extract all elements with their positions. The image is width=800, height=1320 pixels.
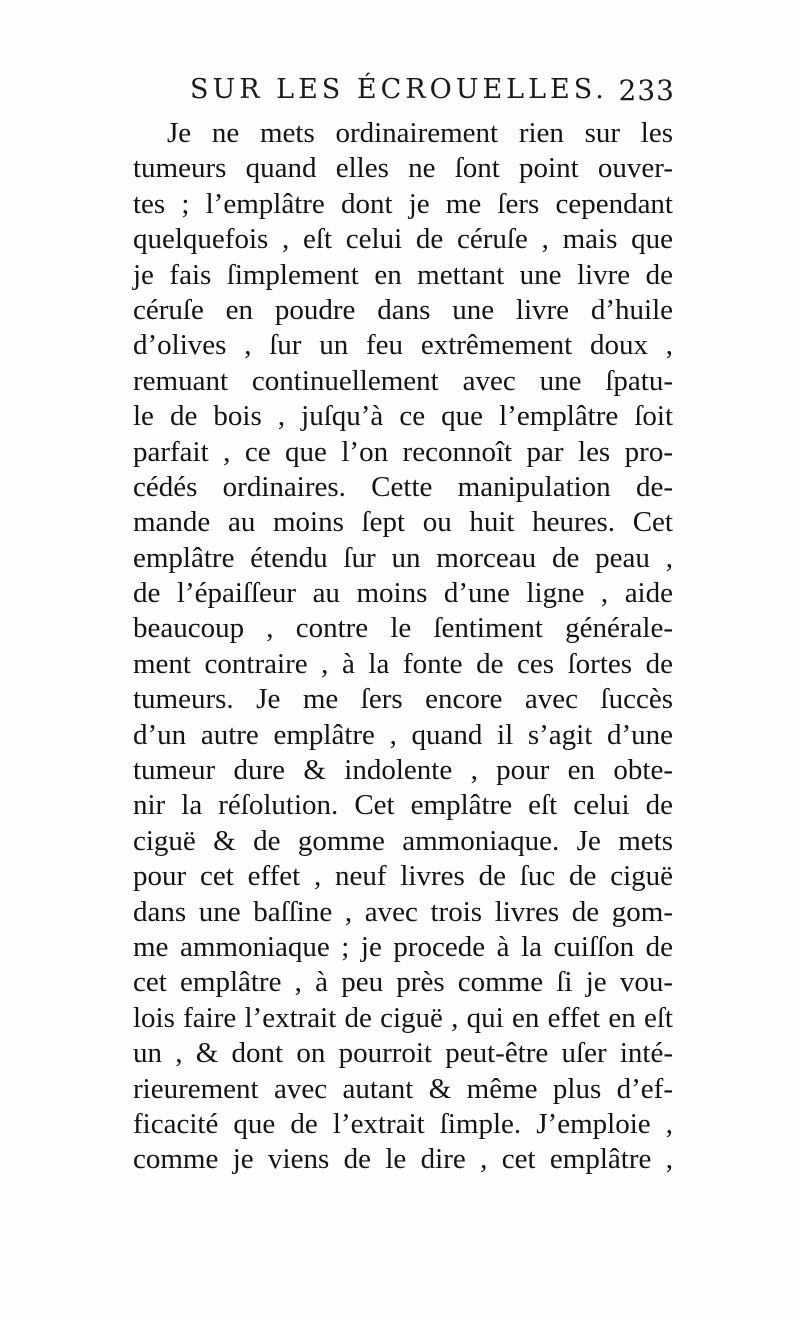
text-line: tes ; l’emplâtre dont je me ſers cependant bbox=[133, 187, 673, 220]
text-line: comme je viens de le dire , cet emplâtre , bbox=[133, 1143, 673, 1176]
text-line: tumeurs. Je me ſers encore avec ſuccès bbox=[133, 683, 673, 716]
text-line: cédés ordinaires. Cette manipulation de- bbox=[133, 470, 673, 503]
text-line: ficacité que de l’extrait ſimple. J’emploie , bbox=[133, 1107, 673, 1140]
body-text bbox=[133, 116, 673, 1178]
text-line: je fais ſimplement en mettant une livre de bbox=[133, 258, 673, 291]
text-line: emplâtre étendu ſur un morceau de peau , bbox=[133, 541, 673, 574]
text-line: le de bois , juſqu’à ce que l’emplâtre ſoit bbox=[133, 400, 673, 433]
text-line: mande au moins ſept ou huit heures. Cet bbox=[133, 506, 673, 539]
page-number: 233 bbox=[618, 74, 675, 107]
text-line: me ammoniaque ; je procede à la cuiſſon de bbox=[133, 930, 673, 963]
text-line: un , & dont on pourroit peut-être uſer inté- bbox=[133, 1037, 673, 1070]
text-line: nir la réſolution. Cet emplâtre eſt celui de bbox=[133, 789, 673, 822]
text-line: parfait , ce que l’on reconnoît par les pro- bbox=[133, 435, 673, 468]
text-line: de l’épaiſſeur au moins d’une ligne , aide bbox=[133, 577, 673, 610]
running-title: SUR LES ÉCROUELLES. bbox=[190, 74, 608, 105]
text-line: dans une baſſine , avec trois livres de gom- bbox=[133, 895, 673, 928]
text-line: tumeurs quand elles ne ſont point ouver- bbox=[133, 152, 673, 185]
text-line: tumeur dure & indolente , pour en obte- bbox=[133, 754, 673, 787]
running-head bbox=[130, 74, 675, 114]
text-line: beaucoup , contre le ſentiment générale- bbox=[133, 612, 673, 645]
text-line: ciguë & de gomme ammoniaque. Je mets bbox=[133, 824, 673, 857]
text-line: pour cet effet , neuf livres de ſuc de ciguë bbox=[133, 860, 673, 893]
text-line: lois faire l’extrait de ciguë , qui en effet en eſt bbox=[133, 1001, 673, 1034]
text-line: d’olives , ſur un feu extrêmement doux , bbox=[133, 329, 673, 362]
text-line: quelquefois , eſt celui de céruſe , mais que bbox=[133, 223, 673, 256]
text-line: remuant continuellement avec une ſpatu- bbox=[133, 364, 673, 397]
text-line: céruſe en poudre dans une livre d’huile bbox=[133, 293, 673, 326]
text-line: rieurement avec autant & même plus d’ef- bbox=[133, 1072, 673, 1105]
text-line: cet emplâtre , à peu près comme ſi je vou- bbox=[133, 966, 673, 999]
text-line: ment contraire , à la fonte de ces ſortes de bbox=[133, 647, 673, 680]
text-line: Je ne mets ordinairement rien sur les bbox=[167, 117, 673, 149]
text-line: d’un autre emplâtre , quand il s’agit d’une bbox=[133, 718, 673, 751]
